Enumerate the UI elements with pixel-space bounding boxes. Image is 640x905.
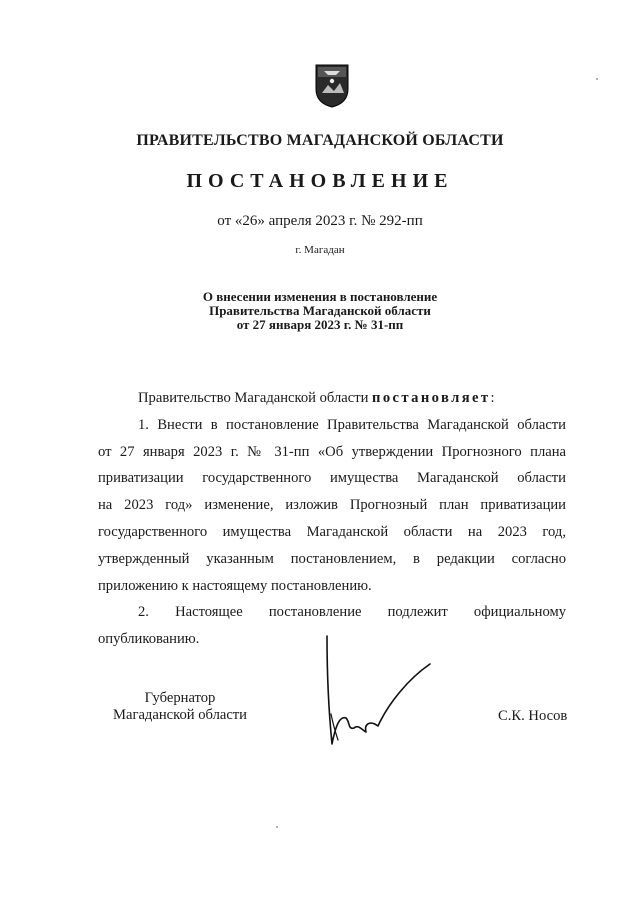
intro-paragraph (98, 385, 566, 412)
subject-line: от 27 января 2023 г. № 31-пп (236, 317, 404, 332)
signatory-title (100, 690, 260, 724)
scan-speck (276, 826, 278, 828)
item1-line: утвержденный указанным постановлением, в редакции согласно (98, 550, 566, 567)
scan-speck (596, 78, 598, 80)
item1-line: государственного имущества Магаданской области на 2023 год, (98, 523, 566, 540)
intro-verb: постановляет (372, 390, 491, 406)
coat-of-arms-emblem (314, 63, 350, 109)
intro-end: : (490, 390, 495, 406)
item1-line: на 2023 год» изменение, изложив Прогнозный план приватизации (98, 497, 566, 514)
item1-line: 1. Внести в постановление Правительства Магаданской области (138, 416, 566, 433)
item2-line: 2. Настоящее постановление подлежит официальному (138, 604, 566, 621)
document-date-number: от «26» апреля 2023 г. № 292-пп (217, 213, 423, 229)
subject-line: О внесении изменения в постановление (202, 289, 438, 304)
item1-line: от 27 января 2023 г. № 31-пп «Об утверждении Прогнозного плана (98, 443, 566, 460)
item2-line: опубликованию. (98, 631, 200, 648)
intro-text: Правительство Магаданской области (138, 390, 373, 406)
signatory-title-line: Губернатор (144, 690, 216, 706)
document-body (98, 385, 566, 653)
document-subject (0, 290, 640, 332)
handwritten-signature (318, 634, 438, 754)
signatory-name: С.К. Носов (498, 708, 568, 724)
signatory-title-line: Магаданской области (113, 707, 247, 723)
subject-line: Правительства Магаданской области (209, 303, 431, 318)
item1-line: приватизации государственного имущества Магаданской области (98, 470, 566, 487)
document-city: г. Магадан (295, 244, 345, 256)
document-type: ПОСТАНОВЛЕНИЕ (186, 170, 454, 192)
organization-name: ПРАВИТЕЛЬСТВО МАГАДАНСКОЙ ОБЛАСТИ (136, 132, 504, 149)
item1-line: приложению к настоящему постановлению. (98, 577, 372, 594)
